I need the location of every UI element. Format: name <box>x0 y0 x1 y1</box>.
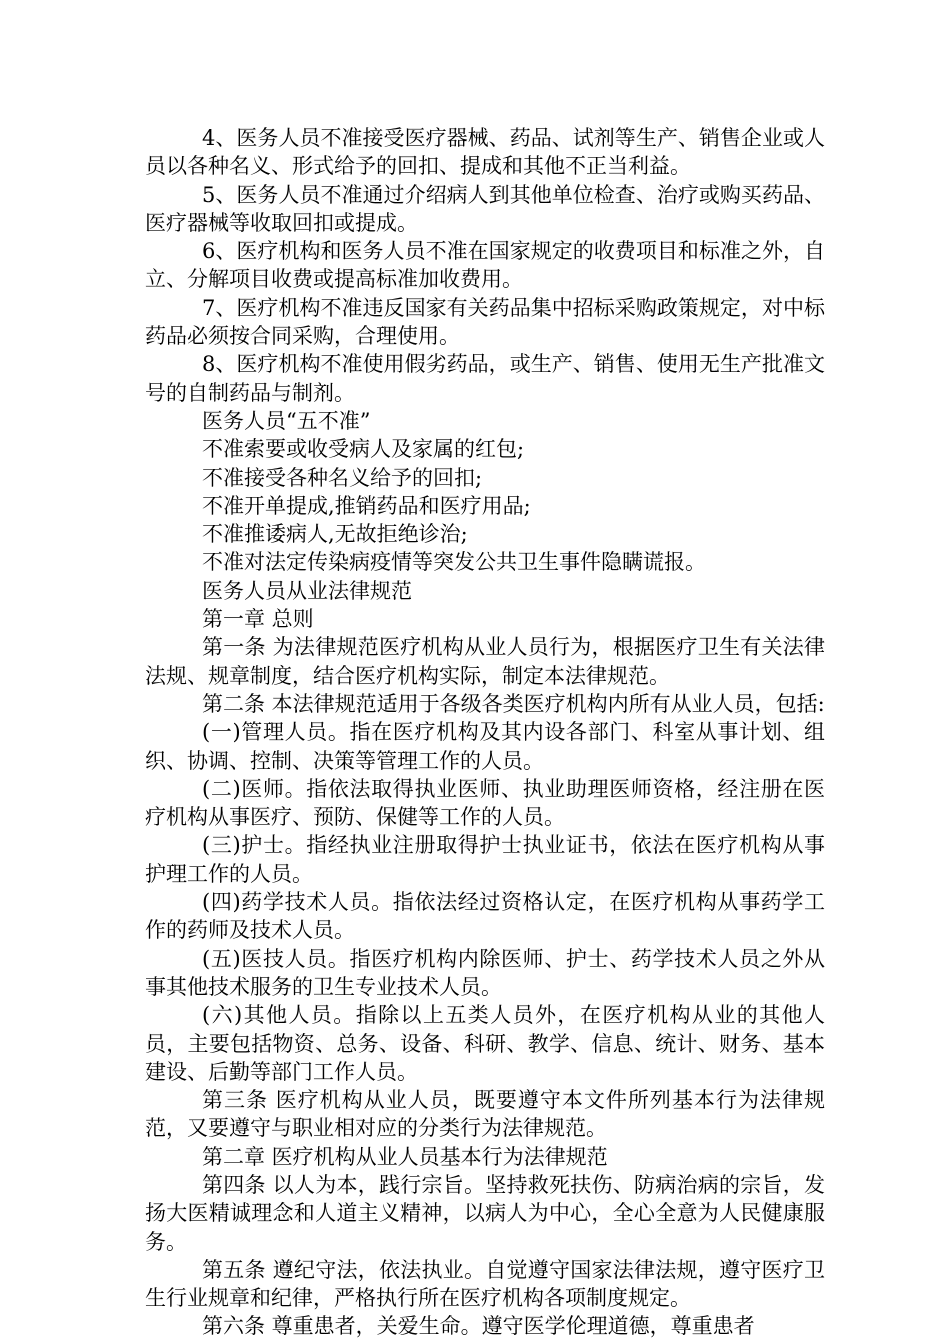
article-paragraph: 第三条 医疗机构从业人员，既要遵守本文件所列基本行为法律规范，又要遵守与职业相对应的分类行为法律规范。 <box>145 1088 825 1141</box>
rule-item: 不准接受各种名义给予的回扣; <box>202 465 483 490</box>
list-item: (六)其他人员。指除以上五类人员外，在医疗机构从业的其他人员，主要包括物资、总务、设备、科研、教学、信息、统计、财务、基本建设、后勤等部门工作人员。 <box>145 1003 825 1084</box>
article-paragraph: 第五条 遵纪守法，依法执业。自觉遵守国家法律法规，遵守医疗卫生行业规章和纪律，严格执行所在医疗机构各项制度规定。 <box>145 1257 825 1311</box>
list-item: (一)管理人员。指在医疗机构及其内设各部门、科室从事计划、组织、协调、控制、决策等管理工作的人员。 <box>145 720 825 773</box>
paragraph: 4、医务人员不准接受医疗器械、药品、试剂等生产、销售企业或人员以各种名义、形式给予的回扣、提成和其他不正当利益。 <box>145 126 825 179</box>
rule-item: 不准开单提成,推销药品和医疗用品; <box>202 493 531 518</box>
article-paragraph: 第一条 为法律规范医疗机构从业人员行为，根据医疗卫生有关法律法规、规章制度，结合医疗机构实际，制定本法律规范。 <box>145 635 825 688</box>
paragraph: 6、医疗机构和医务人员不准在国家规定的收费项目和标准之外，自立、分解项目收费或提高标准加收费用。 <box>145 239 825 292</box>
rule-item: 不准推诿病人,无故拒绝诊治; <box>202 522 468 547</box>
list-item: (三)护士。指经执业注册取得护士执业证书，依法在医疗机构从事护理工作的人员。 <box>145 833 825 886</box>
paragraph: 8、医疗机构不准使用假劣药品，或生产、销售、使用无生产批准文号的自制药品与制剂。 <box>145 352 825 405</box>
paragraph: 7、医疗机构不准违反国家有关药品集中招标采购政策规定，对中标药品必须按合同采购，合理使用。 <box>145 295 825 349</box>
paragraph: 5、医务人员不准通过介绍病人到其他单位检查、治疗或购买药品、医疗器械等收取回扣或提成。 <box>145 182 825 235</box>
document-body <box>145 124 825 1341</box>
chapter-heading: 第二章 医疗机构从业人员基本行为法律规范 <box>202 1144 608 1169</box>
section-heading: 医务人员从业法律规范 <box>202 578 412 603</box>
list-item: (二)医师。指依法取得执业医师、执业助理医师资格，经注册在医疗机构从事医疗、预防、保健等工作的人员。 <box>145 776 825 830</box>
rule-item: 不准对法定传染病疫情等突发公共卫生事件隐瞒谎报。 <box>202 550 706 575</box>
rule-item: 不准索要或收受病人及家属的红包; <box>202 437 525 462</box>
section-heading: 医务人员“五不准” <box>202 408 371 433</box>
list-item: (五)医技人员。指医疗机构内除医师、护士、药学技术人员之外从事其他技术服务的卫生专业技术人员。 <box>145 946 825 999</box>
chapter-heading: 第一章 总则 <box>202 607 314 632</box>
list-item: (四)药学技术人员。指依法经过资格认定，在医疗机构从事药学工作的药师及技术人员。 <box>145 890 825 943</box>
article-paragraph: 第六条 尊重患者，关爱生命。遵守医学伦理道德，尊重患者 <box>202 1314 755 1339</box>
article-paragraph: 第二条 本法律规范适用于各级各类医疗机构内所有从业人员，包括: <box>202 691 825 716</box>
article-paragraph: 第四条 以人为本，践行宗旨。坚持救死扶伤、防病治病的宗旨，发扬大医精诚理念和人道主义精神，以病人为中心，全心全意为人民健康服务。 <box>145 1172 825 1254</box>
